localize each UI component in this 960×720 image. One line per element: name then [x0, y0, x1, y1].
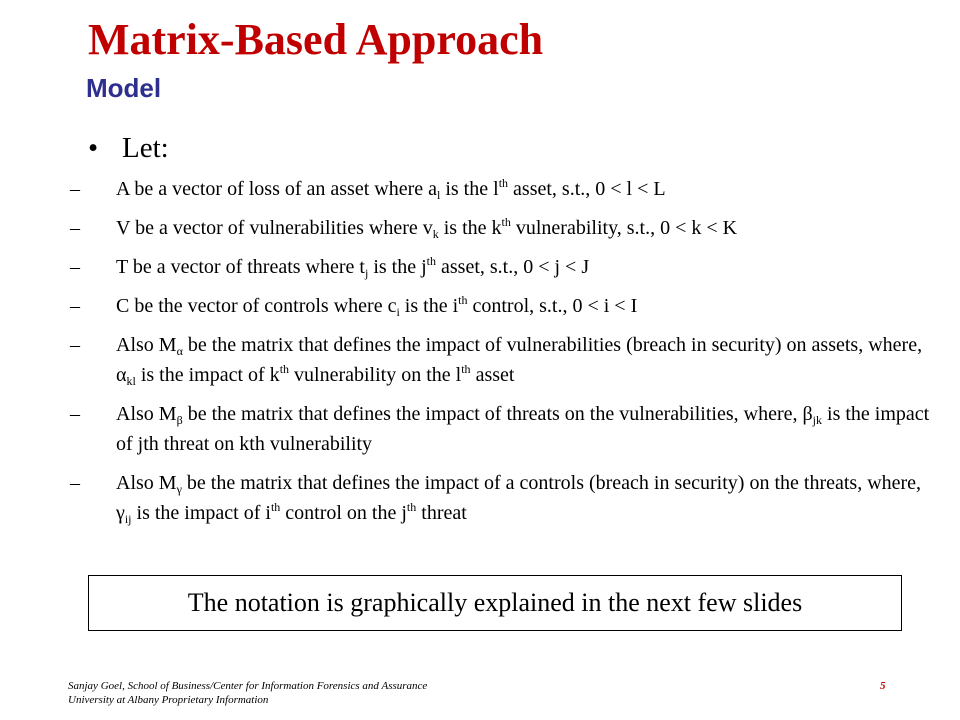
dash-marker: – — [70, 334, 80, 356]
note-text: The notation is graphically explained in the next few slides — [187, 588, 803, 617]
slide-title: Matrix-Based Approach — [88, 15, 544, 64]
slide-subtitle: Model — [86, 73, 162, 103]
dash-marker: – — [70, 217, 80, 239]
definition-item-loss-vector: – A be a vector of loss of an asset where $a_l$ is the $l^{th}$ asset, s.t., 0 < l < L — [70, 176, 666, 202]
definition-item-control-vector: – C be the vector of controls where $c_i$ is the $i^{th}$ control, s.t., 0 < i < I — [70, 293, 638, 319]
page-number: 5 — [880, 680, 886, 692]
definition-item-threat-vector: – T be a vector of threats where $t_j$ is the $j^{th}$ asset, s.t., 0 < j < J — [70, 254, 590, 280]
bullet-let — [88, 128, 169, 168]
definition-item-vulnerability-vector: – V be a vector of vulnerabilities where $v_k$ is the $k^{th}$ vulnerability, s.t., 0 < k < K — [70, 215, 738, 241]
dash-marker: – — [70, 178, 80, 200]
footer-attribution — [68, 679, 427, 707]
definition-list — [70, 174, 940, 537]
dash-marker: – — [70, 295, 80, 317]
bullet-text: Let: — [122, 132, 169, 164]
note-box — [88, 575, 902, 631]
bullet-marker: • — [88, 132, 99, 164]
dash-marker: – — [70, 472, 80, 494]
dash-marker: – — [70, 256, 80, 278]
footer-line-1: Sanjay Goel, School of Business/Center for Information Forensics and Assurance — [68, 680, 428, 692]
dash-marker: – — [70, 403, 80, 425]
definition-item-beta-matrix: – Also $M_\beta$ be the matrix that defines the impact of threats on the vulnerabilities, where, $\beta_{jk}$ is the impact of jth threat on kth vulnerability — [70, 399, 940, 459]
definition-item-alpha-matrix: – Also $M_\alpha$ be the matrix that defines the impact of vulnerabilities (breach in security) on assets, where, $\alpha_{kl}$ is the impact of $k^{th}$ vulnerability on the $l^{th}$ asset — [70, 330, 940, 390]
footer-line-2: University at Albany Proprietary Information — [68, 694, 269, 706]
definition-item-gamma-matrix: – Also $M_\gamma$ be the matrix that defines the impact of a controls (breach in security) on the threats, where, $\gamma_{ij}$ is the impact of $i^{th}$ control on the $j^{th}$ threat — [70, 468, 940, 528]
